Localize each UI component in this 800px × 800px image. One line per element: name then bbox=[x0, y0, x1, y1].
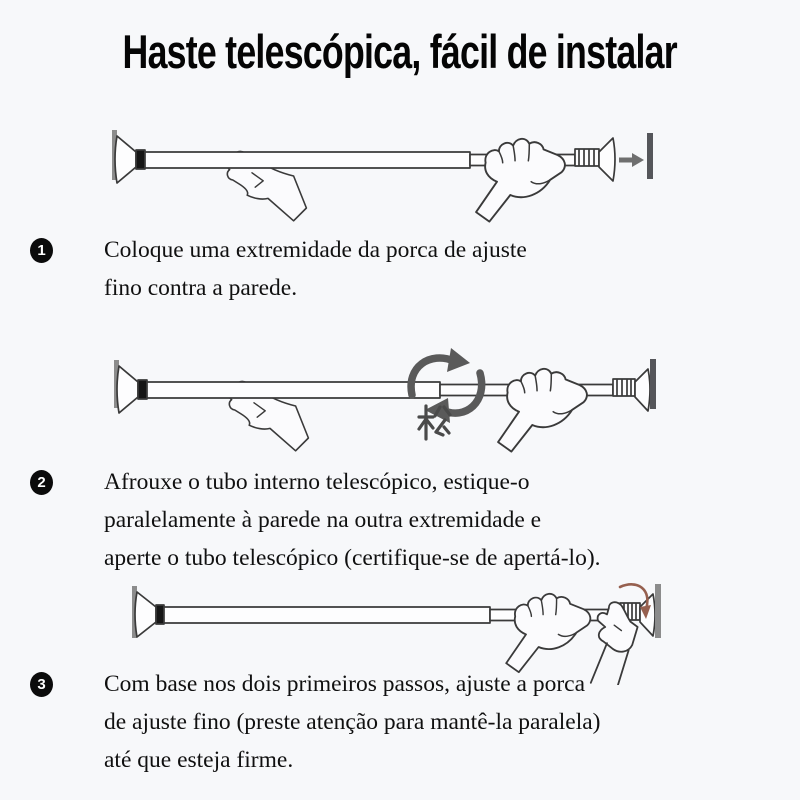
step-1-line: fino contra a parede. bbox=[104, 275, 298, 301]
rod-black-band bbox=[136, 150, 145, 169]
step-2-line: paralelamente à parede na outra extremidade e bbox=[104, 507, 542, 533]
step-1-number-badge: 1 bbox=[30, 238, 53, 263]
page-title-text: Haste telescópica, fácil de instalar bbox=[122, 25, 678, 78]
illustration-step2-loosen-and-extend bbox=[80, 343, 720, 468]
right-wall-bar bbox=[647, 133, 653, 179]
right-flange bbox=[635, 369, 650, 411]
step-3-line: Com base nos dois primeiros passos, ajuste a porca bbox=[104, 671, 586, 697]
right-wall-bar bbox=[655, 584, 661, 638]
gripping-hand-icon bbox=[506, 594, 590, 672]
loosen-character-label bbox=[0, 0, 1, 1]
step-2-number-badge: 2 bbox=[30, 470, 53, 495]
page-title bbox=[0, 24, 800, 79]
outer-tube bbox=[145, 152, 470, 168]
step-2-text bbox=[104, 463, 764, 577]
step-1-text bbox=[104, 231, 764, 307]
rod-black-band bbox=[138, 380, 147, 399]
step-3-number-badge: 3 bbox=[30, 672, 53, 697]
outer-tube bbox=[147, 382, 440, 398]
left-flange bbox=[115, 136, 136, 183]
rod-black-band bbox=[156, 605, 164, 624]
step-1-line: Coloque uma extremidade da porca de ajuste bbox=[104, 237, 527, 263]
right-wall-bar bbox=[650, 359, 656, 409]
outer-tube bbox=[164, 607, 490, 623]
extend-toward-wall-arrow-icon bbox=[619, 153, 644, 167]
right-hand-icon bbox=[498, 369, 587, 452]
step-3-line: de ajuste fino (preste atenção para mantê-la paralela) bbox=[104, 709, 601, 735]
right-hand-icon bbox=[476, 139, 565, 222]
left-flange bbox=[135, 592, 156, 637]
illustration-step1-rod-against-wall bbox=[80, 112, 720, 227]
left-flange bbox=[117, 366, 138, 413]
step-3-text bbox=[104, 665, 764, 779]
step-3-line: até que esteja firme. bbox=[104, 747, 294, 773]
right-flange bbox=[599, 138, 615, 181]
step-2-line: aperte o tubo telescópico (certifique-se de apertá-lo). bbox=[104, 545, 601, 571]
step-2-line: Afrouxe o tubo interno telescópico, estique-o bbox=[104, 469, 530, 495]
